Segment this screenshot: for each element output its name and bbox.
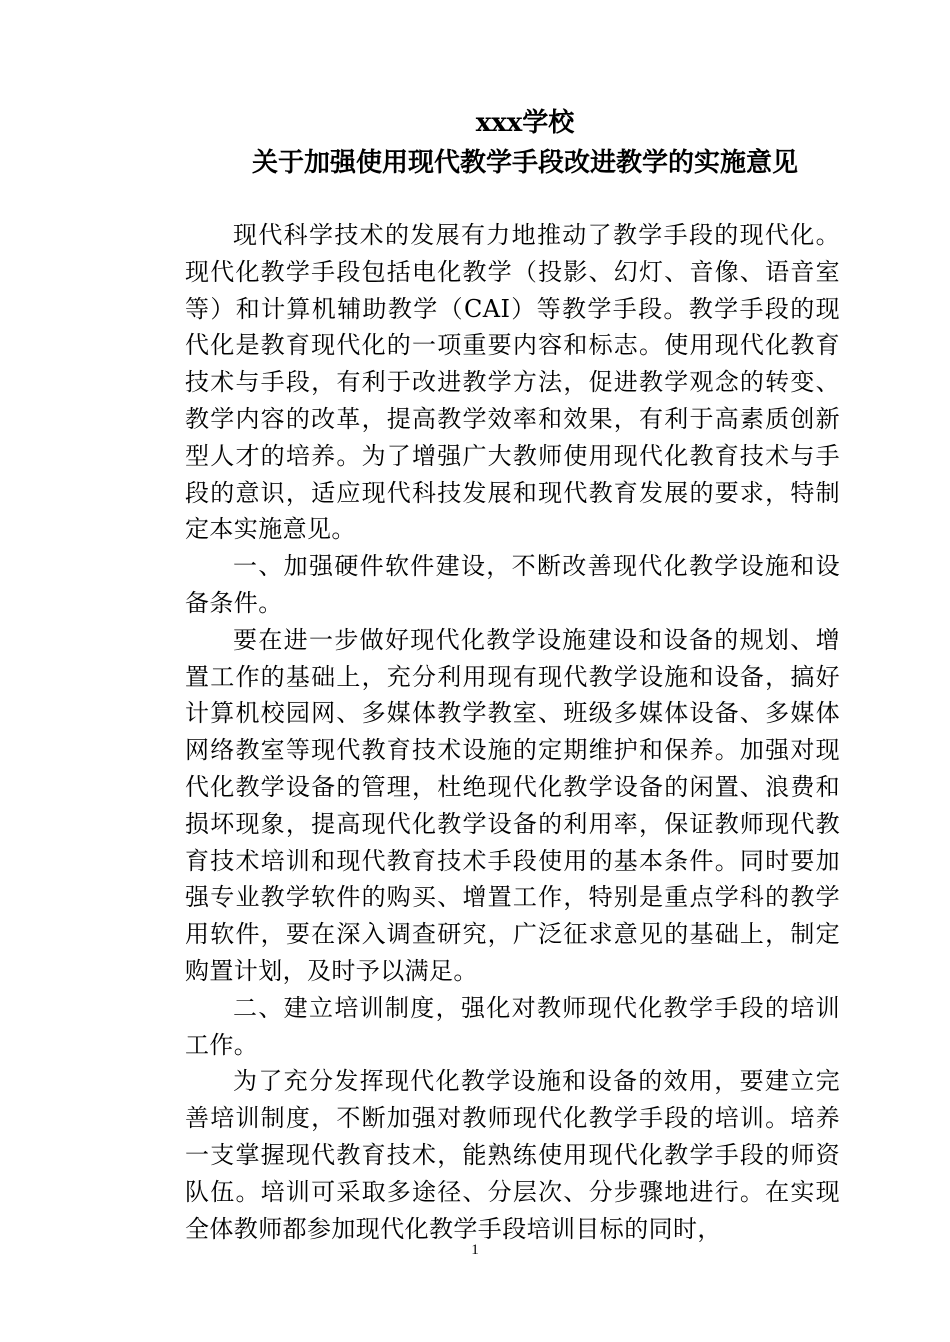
section-heading-2: 二、建立培训制度，强化对教师现代化教学手段的培训工作。 xyxy=(185,993,840,1059)
document-heading: 关于加强使用现代教学手段改进教学的实施意见 xyxy=(251,148,798,178)
document-title xyxy=(140,103,910,183)
school-name-heading: xxx学校 xyxy=(475,108,575,138)
intro-paragraph: 现代科学技术的发展有力地推动了教学手段的现代化。现代化教学手段包括电化教学（投影、幻灯、音像、语音室等）和计算机辅助教学（CAI）等教学手段。教学手段的现代化是教育现代化的一项重要内容和标志。使用现代化教育技术与手段，有利于改进教学方法，促进教学观念的转变、教学内容的改革，提高教学效率和效果，有利于高素质创新型人才的培养。为了增强广大教师使用现代化教育技术与手段的意识，适应现代科技发展和现代教育发展的要求，特制定本实施意见。 xyxy=(185,221,840,544)
section-paragraph-2: 为了充分发挥现代化教学设施和设备的效用，要建立完善培训制度，不断加强对教师现代化教学手段的培训。培养一支掌握现代教育技术，能熟练使用现代化教学手段的师资队伍。培训可采取多途径、分层次、分步骤地进行。在实现全体教师都参加现代化教学手段培训目标的同时， xyxy=(185,1067,840,1243)
section-paragraph-1: 要在进一步做好现代化教学设施建设和设备的规划、增置工作的基础上，充分利用现有现代教学设施和设备，搞好计算机校园网、多媒体教学教室、班级多媒体设备、多媒体网络教室等现代教育技术设施的定期维护和保养。加强对现代化教学设备的管理，杜绝现代化教学设备的闲置、浪费和损坏现象，提高现代化教学设备的利用率，保证教师现代教育技术培训和现代教育技术手段使用的基本条件。同时要加强专业教学软件的购买、增置工作，特别是重点学科的教学用软件，要在深入调查研究，广泛征求意见的基础上，制定购置计划，及时予以满足。 xyxy=(185,625,840,985)
page-number: 1 xyxy=(471,1242,479,1258)
document-body xyxy=(185,217,840,1247)
section-heading-1: 一、加强硬件软件建设，不断改善现代化教学设施和设备条件。 xyxy=(185,552,840,617)
